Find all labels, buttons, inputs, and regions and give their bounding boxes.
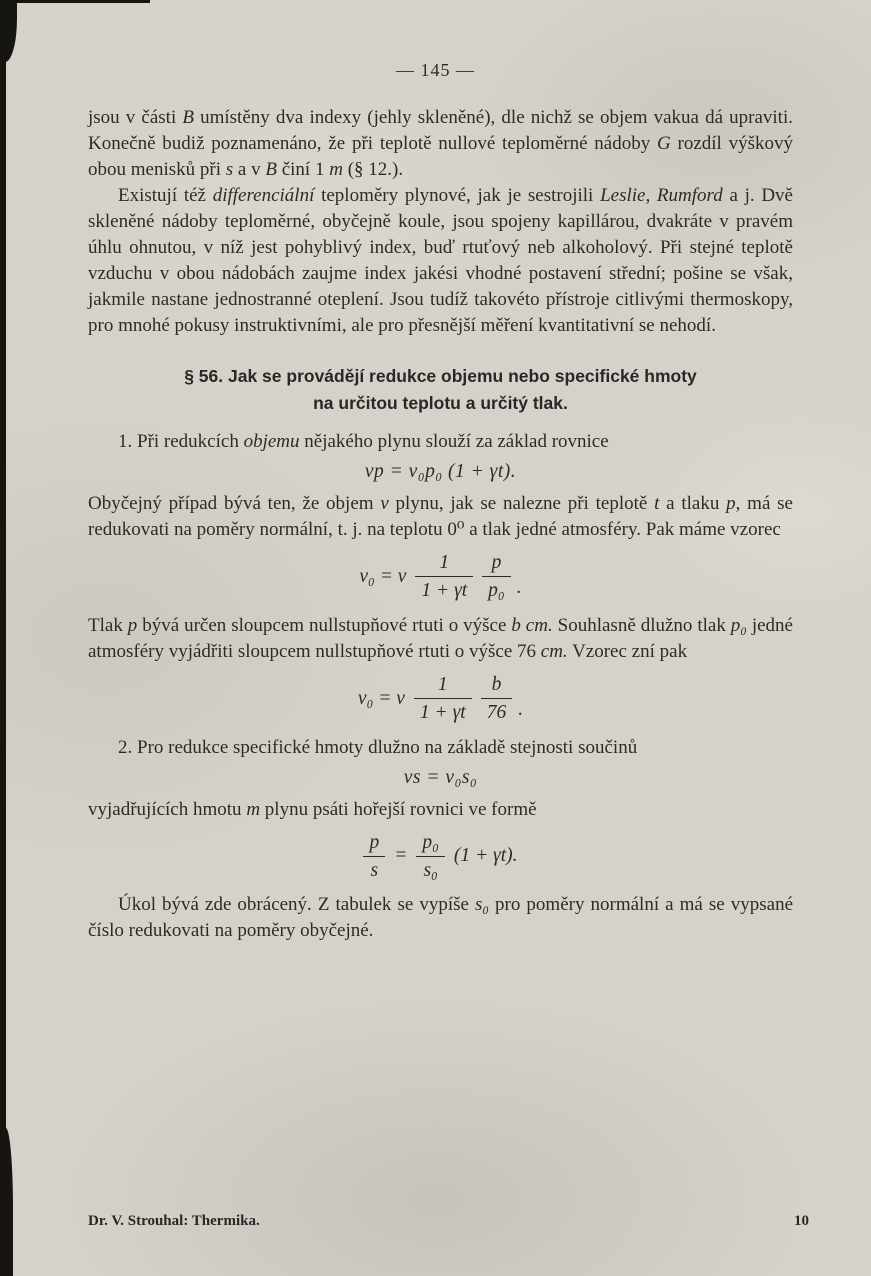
text-segment: Vzorec zní pak xyxy=(567,640,688,662)
fraction-denominator: s₀ xyxy=(423,859,438,881)
fraction-denominator: s xyxy=(370,859,379,881)
formula-vs-equality: vs = v₀s₀ xyxy=(403,766,478,788)
scan-corner-bottom-left xyxy=(0,1128,13,1276)
formula-volume-reduction xyxy=(88,551,793,603)
fraction xyxy=(363,831,385,883)
fraction-numerator: b xyxy=(481,673,513,699)
fraction-denominator: p₀ xyxy=(488,580,505,602)
text-segment: vyjadřujících hmotu xyxy=(88,798,247,820)
paragraph-mercury-column xyxy=(88,613,793,665)
italic-text-segment: objemu xyxy=(243,431,300,452)
text-segment: Tlak xyxy=(88,614,128,636)
page-number: — 145 — xyxy=(396,60,475,80)
scan-edge-top xyxy=(0,0,150,3)
paragraph-index-vacuum xyxy=(88,105,793,183)
formula-end: . xyxy=(516,576,522,598)
fraction xyxy=(414,673,472,725)
text-segment: bývá určen sloupcem nullstupňové rtuti o výšce xyxy=(137,614,512,636)
text-segment: a v xyxy=(233,159,266,180)
text-segment: , má se redukovati na poměry normální, t. j. na teplotu 0⁰ a tlak jedné atmosféry. Pak máme vzorec xyxy=(88,493,793,540)
section-heading-line-2: na určitou teplotu a určitý tlak. xyxy=(313,393,568,413)
fraction xyxy=(481,673,513,725)
section-heading xyxy=(88,363,793,417)
fraction-numerator: p xyxy=(482,551,511,577)
formula-state-equation: vp = v₀p₀ (1 + γt). xyxy=(364,461,517,482)
text-segment: Obyčejný případ bývá ten, že objem xyxy=(88,493,381,514)
fraction-numerator: p₀ xyxy=(416,831,445,857)
formula-volume-reduction-76 xyxy=(88,673,793,725)
italic-text-segment: b xyxy=(511,614,521,636)
text-segment: Souhlasně dlužno tlak xyxy=(552,614,731,636)
italic-text-segment: v xyxy=(380,493,389,514)
paragraph-differential-thermometers xyxy=(88,183,793,339)
italic-text-segment: m xyxy=(329,159,343,180)
footer-sheet-number: 10 xyxy=(794,1213,809,1229)
paragraph-volume-reduction-basis xyxy=(88,429,793,455)
paragraph-specific-density-reduction xyxy=(88,735,793,761)
italic-text-segment: differenciální xyxy=(212,185,315,206)
italic-text-segment: p xyxy=(127,614,138,636)
fraction xyxy=(416,831,445,883)
fraction-numerator: 1 xyxy=(415,551,473,577)
text-segment: plynu, jak se nalezne při teplotě xyxy=(388,493,655,514)
page-footer xyxy=(88,1213,809,1230)
paragraph-normal-conditions xyxy=(88,491,793,543)
text-segment: (§ 12.). xyxy=(342,159,404,180)
italic-text-segment: B xyxy=(182,107,194,128)
formula-pressure-density xyxy=(88,831,793,883)
text-segment: rozdíl výškový obou menisků při xyxy=(88,133,793,180)
text-segment: 2. Pro redukce specifické hmoty dlužno na základě stejnosti součinů xyxy=(118,736,638,758)
text-segment: umístěny dva indexy (jehly skleněné), dle nichž se objem vakua dá upraviti. Konečně budiž poznamenáno, že při teplotě nullové teploměrné nádoby xyxy=(88,107,793,154)
italic-text-segment: Leslie, Rumford xyxy=(600,185,723,206)
fraction-denominator: 1 + γt xyxy=(421,580,468,602)
text-segment: a tlaku xyxy=(659,493,727,514)
italic-text-segment: s xyxy=(225,159,234,180)
equals-sign: = xyxy=(394,845,408,867)
fraction-numerator: p xyxy=(363,831,385,857)
text-segment: jedné atmosféry vyjádřiti sloupcem nullstupňové rtuti o výšce 76 xyxy=(88,614,793,662)
fraction-denominator: 1 + γt xyxy=(419,702,466,724)
italic-text-segment: t xyxy=(654,493,660,514)
text-segment: činí 1 xyxy=(276,159,330,180)
fraction xyxy=(415,551,473,603)
text-segment: nějakého plynu slouží za základ rovnice xyxy=(299,431,609,452)
text-segment: plynu psáti hořejší rovnici ve formě xyxy=(260,798,537,820)
italic-text-segment: p₀ xyxy=(730,614,747,636)
text-segment: a j. Dvě skleněné nádoby teploměrné, obyčejně koule, jsou spojeny kapillárou, dvakráte v pravém úhlu ohnutou, v níž jest pohyblivý index, buď rtuťový neb alkoholový. Při stejné teplotě vzduchu v obou nádobách zaujme index jakési vhodné postavení střední; pošine se však, jakmile nastane jednostranné oteplení. Jsou tudíž takovéto přístroje citlivými thermoskopy, pro mnohé pokusy instruktivními, ale pro přesnější měření kvantitativní se nehodí. xyxy=(88,185,793,336)
italic-text-segment: cm. xyxy=(540,640,568,662)
italic-text-segment: m xyxy=(246,798,261,820)
footer-book-title: Dr. V. Strouhal: Thermika. xyxy=(88,1213,260,1229)
formula-end: (1 + γt). xyxy=(453,845,518,867)
formula-lhs: v₀ = v xyxy=(359,565,407,587)
section-heading-line-1: § 56. Jak se provádějí redukce objemu nebo specifické hmoty xyxy=(184,366,697,386)
paragraph-mass-equation-form xyxy=(88,797,793,823)
text-segment: jsou v části xyxy=(88,107,183,128)
fraction xyxy=(482,551,511,603)
scan-edge-left xyxy=(0,0,6,1276)
text-segment: teploměry plynové, jak je sestrojili xyxy=(314,185,601,206)
fraction-denominator: 76 xyxy=(486,702,507,724)
text-segment: Úkol bývá zde obrácený. Z tabulek se vypíše xyxy=(118,894,475,916)
text-segment: pro poměry normální a má se vypsané číslo redukovati na poměry obyčejné. xyxy=(88,894,794,942)
text-segment: Existují též xyxy=(118,185,213,206)
page-content xyxy=(0,81,871,944)
italic-text-segment: p xyxy=(726,493,736,514)
italic-text-segment: s₀ xyxy=(475,894,489,916)
text-segment: 1. Při redukcích xyxy=(118,431,244,452)
paragraph-reverse-task xyxy=(88,892,793,944)
formula-end: . xyxy=(518,698,524,720)
italic-text-segment: B xyxy=(265,159,277,180)
italic-text-segment: cm. xyxy=(525,614,553,636)
fraction-numerator: 1 xyxy=(414,673,472,699)
formula-lhs: v₀ = v xyxy=(357,687,405,709)
italic-text-segment: G xyxy=(657,133,671,154)
